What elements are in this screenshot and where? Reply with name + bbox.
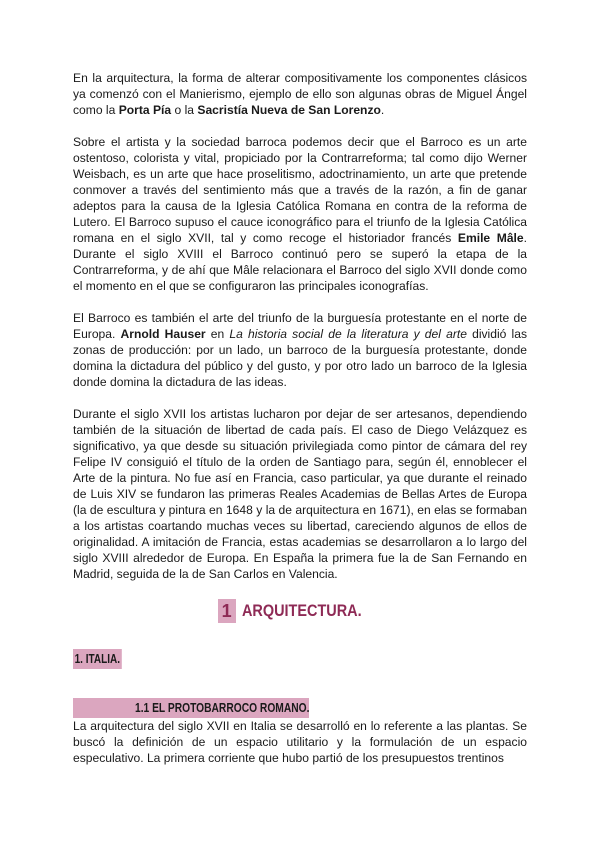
text-run: . [380, 103, 385, 117]
heading-italia-label: 1. ITALIA. [73, 649, 122, 669]
bold-term-emile-male: Emile Mâle [457, 231, 524, 245]
text-run: Sobre el artista y la sociedad barroca podemos decir que el Barroco es un arte ostentoso, colorista y vital, propiciado por la Contrarreforma; tal como dijo Werner Weisbach, es un arte que hace proselitismo, adoctrinamiento, un arte que pretende conmover a través del sentimiento más que a través de la razón, a fin de ganar adeptos para la causa de la Iglesia Católica Romana en contra de la reforma de Lutero. El Barroco supuso el cauce iconográfico para el triunfo de la Iglesia Católica romana en el siglo XVII, tal y como recoge el historiador francés [73, 135, 527, 245]
paragraph-artistas-academias: Durante el siglo XVII los artistas lucharon por dejar de ser artesanos, dependiendo también de la situación de libertad de cada país. El caso de Diego Velázquez es significativo, ya que desde su situación privilegiada como pintor de cámara del rey Felipe IV consiguió el título de la orden de Santiago para, según él, ennoblecer el Arte de la pintura. No fue así en Francia, caso particular, ya que durante el reinado de Luis XIV se fundaron las primeras Reales Academias de Bellas Artes de Europa (la de escultura y pintura en 1648 y la de arquitectura en 1671), en elas se formaban a los artistas coartando muchas veces su libertad, careciendo algunos de ellos de originalidad. A imitación de Francia, estas academias se desarrollaron a lo largo del siglo XVIII alrededor de Europa. En España la primera fue la de San Fernando en Madrid, seguida de la de San Carlos en Valencia. [73, 407, 527, 581]
document-page [73, 70, 527, 766]
text-run: El Barroco es también el arte del triunfo de la burguesía protestante en el norte de Europa. [73, 311, 527, 341]
bold-term-porta-pia: Porta Pía [118, 103, 172, 117]
paragraph-burguesia [73, 310, 527, 390]
bold-term-arnold-hauser: Arnold Hauser [120, 327, 206, 341]
text-run: En la arquitectura, la forma de alterar compositivamente los componentes clásicos ya comenzó con el Manierismo, ejemplo de ello son algunas obras de Miguel Ángel como la [73, 71, 527, 117]
text-run: o la [171, 103, 198, 117]
heading-protobarroco [73, 698, 309, 718]
bold-term-sacristia: Sacristía Nueva de San Lorenzo [197, 103, 381, 117]
heading-protobarroco-label: 1.1 EL PROTOBARROCO ROMANO. [135, 701, 310, 715]
text-run: . Durante el siglo XVIII el Barroco continuó pero se superó la etapa de la Contrarreforma, y de ahí que Mâle relacionara el Barroco del siglo XVII donde como el momento en el que se configuraron las principales iconografías. [73, 231, 528, 293]
paragraph-manierismo [73, 70, 527, 118]
text-run: dividió las zonas de producción: por un lado, un barroco de la burguesía protestante, donde domina la dictadura del público y del gusto, y por otro lado un barroco de la Iglesia donde domina la dictadura de las ideas. [73, 327, 527, 389]
text-run: en [205, 327, 230, 341]
italic-book-title: La historia social de la literatura y del arte [229, 327, 467, 341]
heading-number: 1 [218, 599, 236, 623]
heading-arquitectura [73, 599, 527, 625]
heading-italia [73, 649, 527, 671]
paragraph-artista-sociedad [73, 134, 527, 294]
heading-title: ARQUITECTURA. [241, 601, 362, 620]
paragraph-arquitectura-italia: La arquitectura del siglo XVII en Italia se desarrolló en lo referente a las plantas. Se buscó la definición de un espacio utilitario y la formulación de un espacio especulativo. La primera corriente que hubo partió de los presupuestos trentinos [73, 719, 527, 765]
